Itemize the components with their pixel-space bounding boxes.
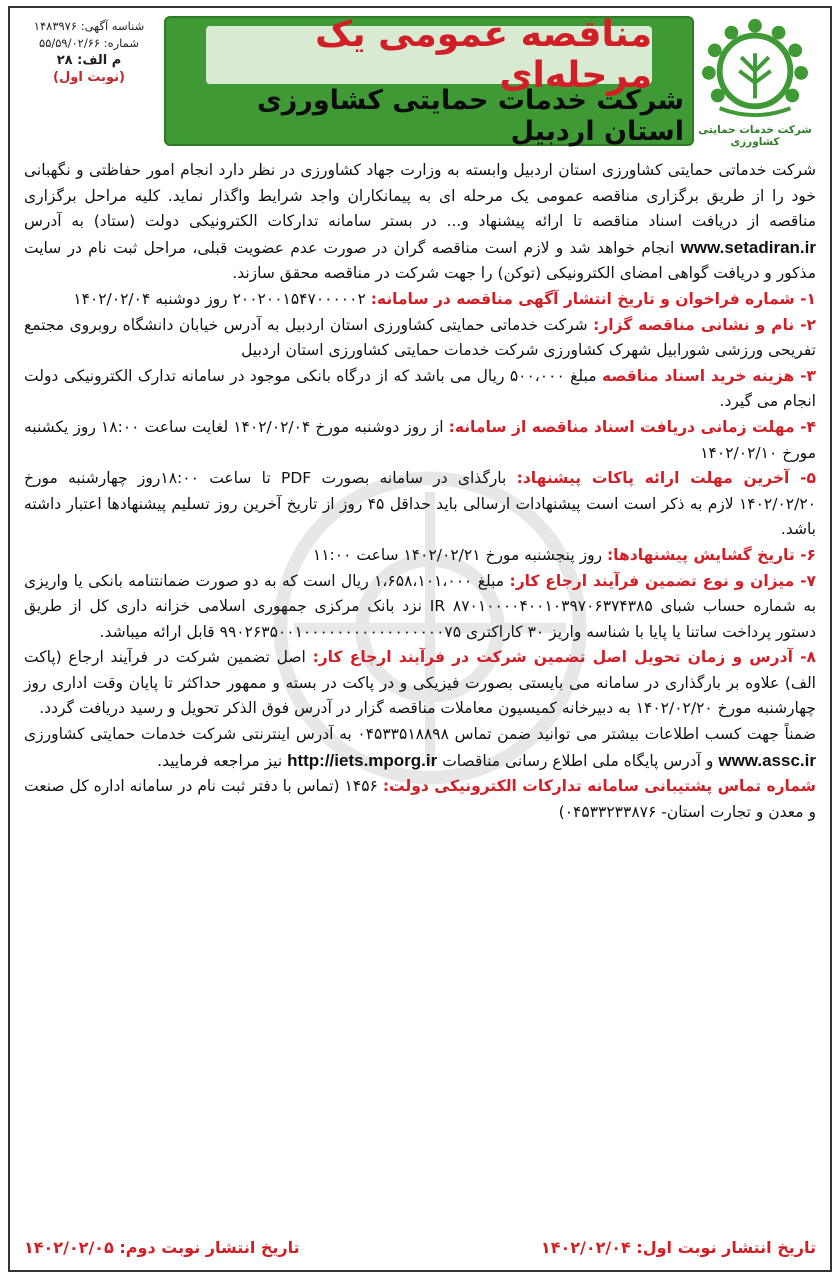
- contact-text-2: و آدرس پایگاه ملی اطلاع رسانی مناقصات: [442, 751, 714, 770]
- item-body: بارگذای در سامانه بصورت PDF تا ساعت ۱۸:۰۰روز چهارشنبه مورخ ۱۴۰۲/۰۲/۲۰ لازم به ذکر است است پیشنهادات ارسالی باید حداقل ۴۵ روز از تاریخ آخرین روز تسلیم پیشنهادها اعتبار داشته باشد.: [24, 469, 816, 539]
- item-body: مبلغ ۱،۶۵۸،۱۰۱،۰۰۰ ریال است که به دو صورت ضمانتنامه بانکی یا واریزی به شماره حساب شبای IR ۸۷۰۱۰۰۰۰۴۰۰۱۰۳۹۷۰۶۳۷۴۳۸۵ نزد بانک مرکزی جمهوری اسلامی خزانه داری کل از طریق دستور پرداخت ساتنا یا پایا با شناسه واریز ۳۰ کاراکتری ۹۹۰۲۶۳۵۰۰۱۰۰۰۰۰۰۰۰۰۰۰۰۰۰۰۰۰۷۵ قابل ارائه میباشد.: [24, 571, 817, 641]
- item-heading: ۲- نام و نشانی مناقصه گزار:: [593, 315, 817, 334]
- header: [14, 12, 826, 152]
- tender-notice: [8, 6, 832, 1272]
- ref-number: شماره: ۵۵/۵۹/۰۲/۶۶: [39, 36, 139, 50]
- contact-text-1: ضمناً جهت کسب اطلاعات بیشتر می توانید ضمن تماس ۰۴۵۳۳۵۱۸۸۹۸ به آدرس اینترنتی شرکت خدمات حمایتی کشاورزی: [24, 725, 816, 744]
- support-paragraph: [24, 774, 816, 825]
- publication-dates: [24, 1232, 816, 1262]
- notice-body: [24, 158, 816, 825]
- logo-caption: شرکت خدمات حمایتی کشاورزی: [698, 124, 812, 148]
- intro-text-1: شرکت خدماتی حمایتی کشاورزی استان اردبیل وابسته به وزارت جهاد کشاورزی در نظر دارد انجام امور حفاظتی و نگهبانی خود را از طریق برگزاری مناقصه عمومی یک مرحله ای به پیمانکاران واجد شرایط واگذار نماید. کلیه مراحل برگزاری مناقصه از دریافت اسناد مناقصه تا ارائه پیشنهاد و... در بستر سامانه تدارکات الکترونیکی دولت (ستاد) به آدرس: [24, 161, 816, 231]
- second-publication-date: تاریخ انتشار نوبت دوم: ۱۴۰۲/۰۲/۰۵: [24, 1237, 300, 1257]
- publication-round: (نوبت اول): [53, 70, 125, 85]
- item-heading: ۵- آخرین مهلت ارائه پاکات پیشنهاد:: [516, 469, 816, 488]
- item-body: مبلغ ۵۰۰،۰۰۰ ریال می باشد که از درگاه بانکی موجود در سامانه تدارک الکترونیکی دولت انجام می گیرد.: [24, 366, 816, 411]
- item-body: ۲۰۰۲۰۰۱۵۴۷۰۰۰۰۰۲ روز دوشنبه ۱۴۰۲/۰۲/۰۴: [73, 289, 366, 308]
- item-6: [24, 543, 816, 569]
- assc-url-link[interactable]: www.assc.ir: [718, 750, 816, 770]
- ad-meta: [20, 18, 158, 86]
- item-5: [24, 466, 816, 543]
- item-body: روز پنجشنبه مورخ ۱۴۰۲/۰۲/۲۱ ساعت ۱۱:۰۰: [312, 545, 603, 564]
- setad-url-link[interactable]: www.setadiran.ir: [680, 237, 816, 257]
- first-publication-date: تاریخ انتشار نوبت اول: ۱۴۰۲/۰۲/۰۴: [540, 1237, 816, 1257]
- contact-paragraph: [24, 722, 816, 774]
- contact-text-3: نیز مراجعه فرمایید.: [157, 751, 283, 770]
- item-heading: ۱- شماره فراخوان و تاریخ انتشار آگهی مناقصه در سامانه:: [370, 289, 816, 308]
- wheat-wheel-logo-icon: [696, 14, 814, 122]
- item-heading: ۳- هزینه خرید اسناد مناقصه: [601, 366, 816, 385]
- company-name: شرکت خدمات حمایتی کشاورزی استان اردبیل: [257, 85, 684, 147]
- item-body: اصل تضمین شرکت در فرآیند ارجاع (پاکت الف) علاوه بر بارگذاری در سامانه می بایستی بصورت فیزیکی و در پاکت در بسته و ممهور حداکثر تا پایان وقت اداری روز چهارشنبه مورخ ۱۴۰۲/۰۲/۲۰ به دبیرخانه کمیسیون معاملات مناقصه گزار در آدرس فوق الذکر تحویل و رسید دریافت گردد.: [24, 648, 816, 718]
- ad-id: شناسه آگهی: ۱۴۸۳۹۷۶: [33, 19, 145, 33]
- ad-code: م الف: ۲۸: [56, 53, 122, 68]
- item-heading: ۷- میزان و نوع تضمین فرآیند ارجاع کار:: [509, 571, 816, 590]
- item-8: [24, 645, 816, 722]
- item-heading: ۴- مهلت زمانی دریافت اسناد مناقصه از سامانه:: [448, 417, 816, 436]
- iets-url-link[interactable]: http://iets.mporg.ir: [287, 750, 438, 770]
- support-body: ۱۴۵۶ (تماس با دفتر ثبت نام در سامانه اداره کل صنعت و معدن و تجارت استان- ۰۴۵۳۳۲۳۳۸۷۶): [24, 777, 816, 821]
- intro-text-2: انجام خواهد شد و لازم است مناقصه گران در صورت عدم عضویت قبلی، مراحل ثبت نام در سایت مذکور و دریافت گواهی امضای الکترونیکی (توکن) را جهت شرکت در مناقصه محقق سازند.: [24, 238, 816, 283]
- item-4: [24, 415, 816, 466]
- title-banner: [164, 16, 694, 146]
- item-3: [24, 364, 816, 415]
- item-1: [24, 287, 816, 313]
- item-body: شرکت خدماتی حمایتی کشاورزی استان اردبیل به آدرس خیابان دانشگاه روبروی مجتمع تفریحی ورزشی شورابیل شهرک کشاورزی شرکت خدمات حمایتی کشاورزی استان اردبیل: [24, 315, 816, 360]
- item-heading: ۸- آدرس و زمان تحویل اصل تضمین شرکت در فرآیند ارجاع کار:: [312, 648, 816, 667]
- intro-paragraph: [24, 158, 816, 287]
- support-heading: شماره تماس پشتیبانی سامانه تدارکات الکترونیکی دولت:: [382, 777, 816, 796]
- item-heading: ۶- تاریخ گشایش پیشنهادها:: [606, 545, 816, 564]
- item-7: [24, 569, 816, 646]
- item-body: از روز دوشنبه مورخ ۱۴۰۲/۰۲/۰۴ لغایت ساعت ۱۸:۰۰ روز یکشنبه مورخ ۱۴۰۲/۰۲/۱۰: [24, 417, 816, 462]
- company-logo: [690, 14, 820, 150]
- item-2: [24, 313, 816, 364]
- page-title: مناقصه عمومی یک مرحله‌ای: [206, 26, 652, 84]
